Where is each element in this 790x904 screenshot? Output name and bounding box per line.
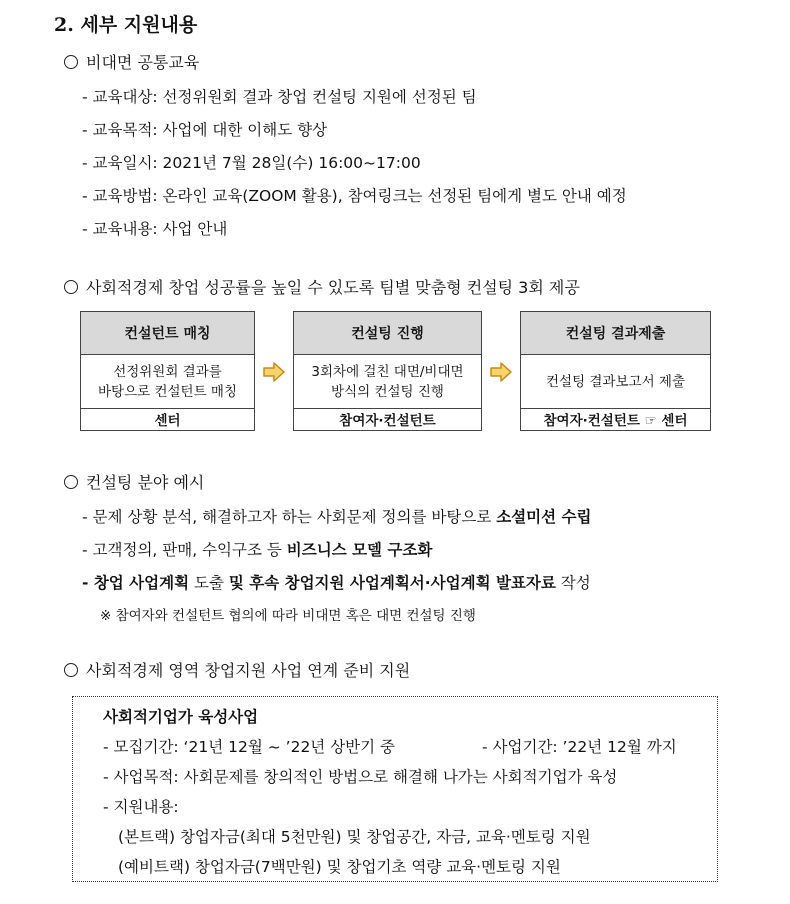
program-purpose: - 사업목적: 사회문제를 창의적인 방법으로 해결해 나가는 사회적기업가 육성	[103, 768, 618, 786]
item-text: 도출	[189, 574, 229, 592]
circle-bullet-icon	[64, 475, 78, 489]
arrow-right-icon	[263, 362, 285, 382]
step-body-line: 바탕으로 컨설턴트 매칭	[98, 383, 237, 400]
section3-title	[64, 470, 204, 493]
section1-item: - 교육일시: 2021년 7월 28일(수) 16:00~17:00	[82, 154, 421, 172]
section1-item: - 교육방법: 온라인 교육(ZOOM 활용), 참여링크는 선정된 팀에게 별도 안내 예정	[82, 187, 627, 205]
item-text: 작성	[555, 574, 591, 592]
item-text: - 고객정의, 판매, 수익구조 등	[82, 541, 287, 559]
step-body	[81, 355, 254, 409]
step-body	[294, 355, 481, 409]
circle-bullet-icon	[64, 55, 78, 69]
section2-title	[64, 275, 580, 298]
section1-item: - 교육대상: 선정위원회 결과 창업 컨설팅 지원에 선정된 팀	[82, 88, 477, 106]
section3-note: ※ 참여자와 컨설턴트 협의에 따라 비대면 혹은 대면 컨설팅 진행	[100, 608, 476, 624]
step-body-line: 방식의 컨설팅 진행	[331, 383, 444, 400]
arrow-right-icon	[490, 362, 512, 382]
process-step-matching	[80, 311, 255, 431]
step-body-line: 선정위원회 결과를	[113, 363, 222, 380]
item-bold-text: 후속 창업지원 사업계획서·사업계획 발표자료	[243, 574, 556, 592]
program-pre-track: (예비트랙) 창업자금(7백만원) 및 창업기초 역량 교육·멘토링 지원	[118, 858, 561, 876]
step-body-line: 컨설팅 결과보고서 제출	[546, 373, 685, 390]
page-heading: 2. 세부 지원내용	[54, 14, 198, 36]
section2-title-text: 사회적경제 창업 성공률을 높일 수 있도록 팀별 맞춤형 컨설팅 3회 제공	[86, 278, 580, 297]
step-footer: 참여자·컨설턴트 ☞ 센터	[543, 413, 688, 429]
section3-title-text: 컨설팅 분야 예시	[86, 473, 205, 492]
step-body-line: 3회차에 걸친 대면/비대면	[311, 363, 464, 380]
circle-bullet-icon	[64, 663, 78, 677]
step-footer: 센터	[154, 413, 181, 429]
process-step-consulting	[293, 311, 482, 431]
section1-title-text: 비대면 공통교육	[86, 53, 200, 72]
step-footer: 참여자·컨설턴트	[339, 413, 436, 429]
program-title: 사회적기업가 육성사업	[103, 708, 259, 726]
item-bold-text: 및	[228, 574, 244, 592]
section1-title	[64, 50, 199, 73]
item-bold-text: - 창업 사업계획	[82, 574, 190, 592]
program-business-period: - 사업기간: ’22년 12월 까지	[482, 738, 677, 756]
item-bold-text: 비즈니스 모델 구조화	[286, 541, 433, 559]
section4-title-text: 사회적경제 영역 창업지원 사업 연계 준비 지원	[86, 661, 411, 680]
process-step-submission	[520, 311, 711, 431]
program-main-track: (본트랙) 창업자금(최대 5천만원) 및 창업공간, 자금, 교육·멘토링 지원	[118, 828, 591, 846]
section4-title	[64, 658, 410, 681]
step-body	[521, 355, 710, 409]
item-text: - 문제 상황 분석, 해결하고자 하는 사회문제 정의를 바탕으로	[82, 508, 497, 526]
section3-item	[82, 505, 591, 527]
item-bold-text: 소셜미션 수립	[496, 508, 592, 526]
program-recruit-period: - 모집기간: ‘21년 12월 ~ ’22년 상반기 중	[103, 738, 396, 756]
section1-item: - 교육내용: 사업 안내	[82, 220, 228, 238]
step-header: 컨설팅 진행	[294, 312, 481, 355]
program-support-label: - 지원내용:	[103, 798, 179, 816]
section1-item: - 교육목적: 사업에 대한 이해도 향상	[82, 121, 328, 139]
step-header: 컨설팅 결과제출	[521, 312, 710, 355]
step-header: 컨설턴트 매칭	[81, 312, 254, 355]
section3-item	[82, 538, 432, 560]
circle-bullet-icon	[64, 280, 78, 294]
section3-item	[82, 571, 591, 593]
